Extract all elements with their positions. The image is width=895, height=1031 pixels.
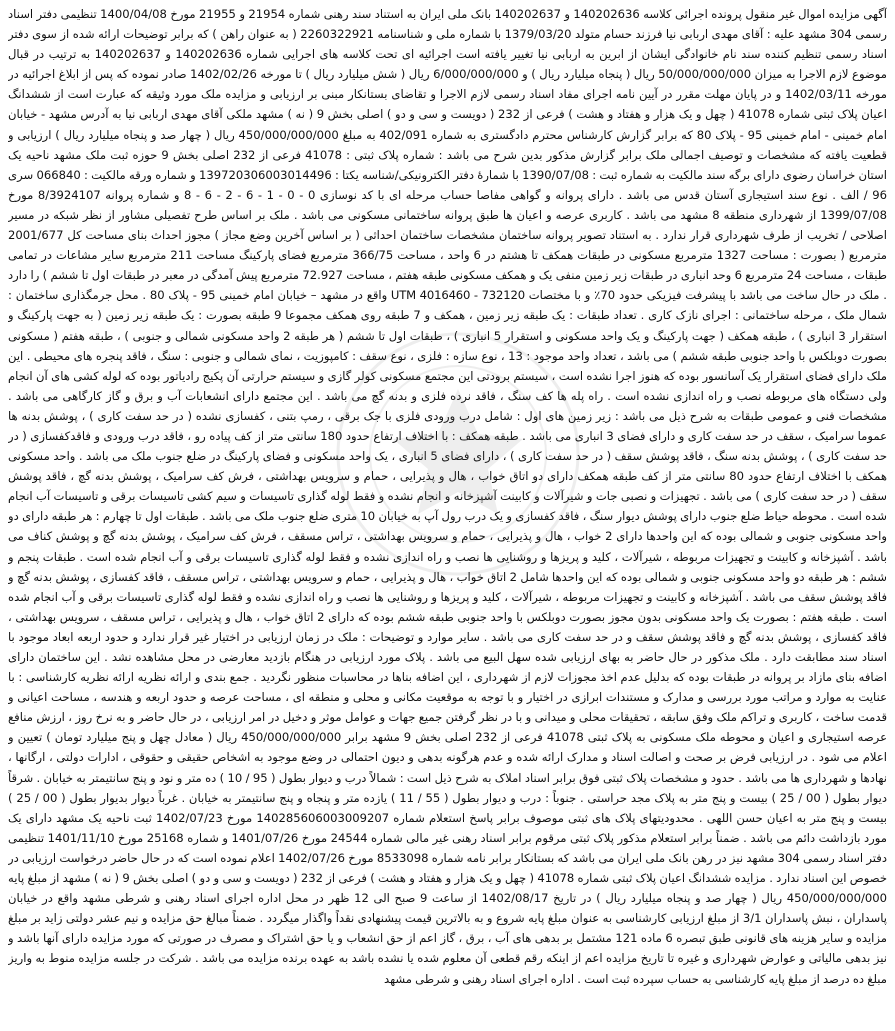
auction-notice-document [8, 4, 887, 1026]
notice-body-text: آگهی مزایده اموال غیر منقول پرونده اجرائی کلاسه 140202636 و 140202637 بانک ملی ایران به استناد سند رهنی شماره 21954 و 21955 مورخ 1400/04/08 تنظیمی دفتر اسناد رسمی 304 مشهد علیه : آقای مهدی اربابی نیا فرزند حسام متولد 1379/03/20 با شماره ملی و شناسنامه 2260322921 ( به عنوان راهن ) که برابر توضیحات ارائه شده از سوی دفتر اسناد رسمی تنظیم کننده سند نام خانوادگی ایشان از ابرین به اربابی نیا تغییر یافته است اجرائیه ای تحت کلاسه های اجرایی شماره 140202636 و 140202637 به ترتیب در قبال موضوع لازم الاجرا به میزان 50/000/000/000 ریال ( پنجاه میلیارد ریال ) و 6/000/000/000 ریال ( شش میلیارد ریال ) تا مورخه 1402/02/26 صادر نموده که پس از ابلاغ اجرائیه در مورخه 1402/03/11 و در پایان مهلت مقرر در آیین نامه اجرای مفاد اسناد رسمی لازم الاجرا و تقاضای بستانکار مبنی بر ارزیابی و مزایده ملک مورد وثیقه که عبارت است از ششدانگ اعیان پلاک ثبتی شماره 41078 ( چهل و یک هزار و هفتاد و هشت ) فرعی از 232 ( دویست و سی و دو ) اصلی بخش 9 ( نه ) مشهد ملکی آقای مهدی اربابی نیا به آدرس مشهد - خیابان امام خمینی - امام خمینی 95 - پلاک 80 که برابر گزارش کارشناس محترم دادگستری به شماره 402/091 به مبلغ 450/000/000/000 ریال ( چهار صد و پنجاه میلیارد ریال ) ارزیابی و قطعیت یافته که مشخصات و توصیف اجمالی ملک برابر گزارش مذکور بدین شرح می باشد : شماره پلاک ثبتی : 41078 فرعی از 232 اصلی بخش 9 حوزه ثبت ملک مشهد ناحیه یک استان خراسان رضوی دارای برگه سند مالکیت به شماره ثبت : 1390/07/08 با شمارهٔ دفتر الکترونیکی/شناسه یکتا : 139720306003014496 و شماره ورقه مالکیت : 066840 سری 96 / الف . نوع سند استیجاری آستان قدس می باشد . دارای پروانه و گواهی مفاصا حساب مرحله ای با کد نوسازی 0 - 0 - 1 - 6 - 2 - 6 - 8 و شماره پروانه 8/3924107 مورخ 1399/07/08 از شهرداری منطقه 8 مشهد می باشد . کاربری عرصه و اعیان ها طبق پروانه ساختمانی مسکونی می باشد . ملک بر اساس طرح تفصیلی مشاور از نظر شبکه در مسیر اصلاحی / تخریب از طرف شهرداری قرار ندارد . به استناد تصویر پروانه ساختمان مشخصات ساختمان احداثی ( بر اساس آخرین وضع مجاز ) مجوز احداث بنای مساحت کل 2001/677 مترمربع ( بصورت : مساحت 1327 مترمربع مسکونی در طبقات همکف تا هشتم در 6 واحد ، مساحت 366/75 مترمربع فضای پارکینگ مساحت 211 مترمربع سایر مشاعات در تمامی طبقات ، مساحت 24 مترمربع 6 وحد انباری در طبقات زیر زمین منفی یک و همکف مسکونی طبقه هفتم ، مساحت 72.927 مترمربع پیش آمدگی در معبر در طبقات اول تا ششم ) را دارد . ملک در حال ساخت می باشد با پیشرفت فیزیکی حدود 70٪ و با مختصات UTM 4016460 - 732120 واقع در مشهد – خیابان امام خمینی 95 - پلاک 80 . محل جرمگذاری ساختمان : شمال ملک ، مرحله ساختمانی : اجرای نازک کاری . تعداد طبقات : یک طبقه زیر زمین ، همکف و 7 طبقه روی همکف مجموعا 9 طبقه بصورت : یک طبقه زیر زمین ( به جهت پارکینگ و استقرار 3 انباری ) ، طبقه همکف ( جهت پارکینگ و یک واحد مسکونی و استقرار 5 انباری ) ، طبقات اول تا ششم ( هر طبقه 2 واحد مسکونی شمالی و جنوبی ) ، طبقه هفتم ( مسکونی بصورت دوبلکس با واحد جنوبی طبقه ششم ) می باشد ، تعداد واحد موجود : 13 ، نوع سازه : فلزی ، نوع سقف : کامپوزیت ، نمای شمالی و جنوبی : سنگ ، فاقد پنجره های محیطی . این ملک دارای فضای استقرار یک آسانسور بوده که هنوز اجرا نشده است ، سیستم برودتی این مجتمع مسکونی کولر گازی و سیستم حرارتی آن پکیج رادیاتور بوده که لوله کشی های آن انجام ولی دستگاه های مربوطه نصب و راه اندازی نشده است . راه پله ها کف سنگ ، فاقد نرده فلزی و بدنه گچ می باشد . این مجتمع دارای انشعابات آب و برق و گاز کارگاهی می باشد . مشخصات فنی و عمومی طبقات به شرح ذیل می باشد : زیر زمین های اول : شامل درب ورودی فلزی با جک برقی ، رمپ بتنی ، کفسازی نشده ( در حد سفت کاری ) ، پوشش بدنه ها عموما سرامیک ، سقف در حد سفت کاری و دارای فضای 3 انباری می باشد . طبقه همکف : با اختلاف ارتفاع حدود 180 سانتی متر از کف پیاده رو ، فاقد درب ورودی و فاقدکفسازی ( در حد سفت کاری ) ، پوشش بدنه سنگ ، فاقد پوشش سقف ( در حد سفت کاری ) ، دارای فضای 5 انباری ، یک واحد مسکونی و فضای پارکینگ در ضلع جنوب ملک می باشد . واحد مسکونی همکف با اختلاف ارتفاع حدود 80 سانتی متر از کف طبقه همکف دارای دو اتاق خواب ، هال و پذیرایی ، حمام و سرویس بهداشتی ، فرش کف سرامیک ، پوشش بدنه گچ ، فاقد پوشش سقف ( در حد سفت کاری ) می باشد . تجهیزات و نصبی جات و شیرآلات و کابینت آشپزخانه و انجام نشده و فقط لوله گذاری تاسیسات و سیم کشی تاسیسات برقی و تاسیسات آب انجام شده است . محوطه حیاط ضلع جنوب دارای پوشش دیوار سنگ ، فاقد کفسازی و یک درب رول آپ به خیابان 10 متری ضلع جنوب ملک می باشد . طبقات اول تا چهارم : هر طبقه دارای دو واحد مسکونی جنوبی و شمالی بوده که این واحدها دارای 2 خواب ، هال و پذیرایی ، حمام و سرویس بهداشتی ، تراس مسقف ، فرش کف سرامیک ، پوشش بدنه گچ و پوشش کناف می باشد . آشپزخانه و کابینت و تجهیزات مربوطه ، شیرآلات ، کلید و پریزها و روشنایی ها نصب و راه اندازی نشده و فقط لوله گذاری تاسیسات برقی و آب انجام شده است . طبقات پنجم و ششم : هر طبقه دو واحد مسکونی جنوبی و شمالی بوده که این واحدها شامل 2 اتاق خواب ، هال و پذیرایی ، حمام و سرویس بهداشتی ، تراس مسقف ، فاقد کفسازی ، پوشش بدنه گچ و فاقد پوشش سقف می باشد . آشپزخانه و کابینت و تجهیزات مربوطه ، شیرآلات ، کلید و پریزها و روشنایی ها نصب و راه اندازی نشده و فقط لوله گذاری تاسیسات برقی و آب انجام شده است . طبقه هفتم : بصورت یک واحد مسکونی بدون مجوز بصورت دوبلکس با واحد جنوبی طبقه ششم بوده که دارای 2 اتاق خواب ، هال و پذیرایی ، تراس مسقف ، سرویس بهداشتی ، فاقد کفسازی ، پوشش بدنه گچ و فاقد پوشش سقف و در حد سفت کاری می باشد . سایر موارد و توضیحات : ملک در زمان ارزیابی در اختیار غیر قرار ندارد و حدود اربعه ابعاد موجود با اسناد سند مطابقت دارد . ملک مذکور در حال حاضر به بهای ارزیابی شده سهل البیع می باشد . پلاک مورد ارزیابی در هنگام بازدید معارضی در محل مشاهده نشد . این ساختمان دارای اضافه بنای مازاد بر پروانه در طبقات بوده که بدلیل عدم اخذ مجوزات لازم از شهرداری ، این اضافه بناها در محاسبات منظور نگردید . جمع بندی و ارائه نظریه ارائه نظریه کارشناسی : با عنایت به موارد و مراتب مورد بررسی و مدارک و مستندات ابرازی در اختیار و با توجه به موقعیت مکانی و محلی و منطقه ای ، مساحت عرصه و حدود اربعه و هندسه ، مساحت اعیانی و قدمت ساخت ، کاربری و تراکم ملک وفق سابقه ، تحقیقات محلی و میدانی و با در نظر گرفتن جمیع جهات و عوامل موثر و دخیل در امر ارزیابی ، در حال حاضر و به نرخ روز ، ارزش منافع عرصه استیجاری و اعیان و محوطه ملک مسکونی به پلاک ثبتی 41078 فرعی از 232 اصلی بخش 9 مشهد برابر 450/000/000/000 ریال ( معادل چهل و پنج میلیارد تومان ) تعیین و اعلام می شود . در ارزیابی فرض بر صحت و اصالت اسناد و مدارک ارائه شده و عدم هرگونه بدهی و دیون احتمالی در وضع موجود به اشخاص حقیقی و حقوقی ، ادارات دولتی ، ارگانها ، نهادها و شهرداری ها می باشد . حدود و مشخصات پلاک ثبتی فوق برابر اسناد املاک به شرح ذیل است : شمالاً درب و دیوار بطول ( 95 / 10 ) ده متر و نود و پنج سانتیمتر به خیابان . شرقاً دیوار بطول ( 00 / 25 ) بیست و پنج متر به پلاک مجد حراستی . جنوباً : درب و دیوار بطول ( 55 / 11 ) یازده متر و پنجاه و پنج سانتیمتر به خیابان . غرباً دیوار بدیوار بطول ( 00 / 25 ) بیست و پنج متر به اعیان حسن اللهی . محدودیتهای پلاک های ثبتی موصوف برابر پاسخ استعلام شماره 140285606003009207 مورخ 1402/07/23 ثبت ناحیه یک مشهد دارای یک مورد بازداشت دائم می باشد . ضمناً برابر استعلام مذکور پلاک ثبتی مرقوم برابر اسناد رهنی غیر مالی شماره 24544 مورخ 1401/07/26 و شماره 25168 مورخ 1401/11/10 تنظیمی دفتر اسناد رسمی 304 مشهد نیز در رهن بانک ملی ایران می باشد که بستانکار برابر نامه شماره 8533098 مورخ 1402/07/26 اعلام نموده است که در حال حاضر درخواست ارزیابی در خصوص این اسناد ندارد . مزایده ششدانگ اعیان پلاک ثبتی شماره 41078 ( چهل و یک هزار و هفتاد و هشت ) فرعی از 232 ( دویست و سی و دو ) اصلی بخش 9 ( نه ) مشهد از مبلغ پایه 450/000/000/000 ریال ( چهار صد و پنجاه میلیارد ریال ) در تاریخ 1402/08/17 از ساعت 9 صبح الی 12 ظهر در محل اداره اجرای اسناد رهنی و شرطی مشهد واقع در خیابان پاسداران ، نبش پاسداران 3/1 از مبلغ ارزیابی کارشناسی به عنوان مبلغ پایه شروع و به بالاترین قیمت پیشنهادی نقداً واگذار میگردد . ضمناً مبالغ حق مزایده و نیم عشر دولتی زاید بر مبلغ مزایده و سایر هزینه های قانونی طبق تبصره 6 ماده 121 مشتمل بر بدهی های آب ، برق ، گاز اعم از حق انشعاب و یا حق اشتراک و مصرف در صورتی که مورد مزایده دارای آنها باشد و نیز بدهی مالیاتی و عوارض شهرداری و غیره تا تاریخ مزایده اعم از اینکه رقم قطعی آن معلوم شده یا نشده باشد به عهده برنده مزایده می باشد . شرکت در جلسه مزایده منوط به واریز مبلغ ده درصد از مبلغ پایه کارشناسی به حساب سپرده ثبت است . اداره اجرای اسناد رهنی و شرطی مشهد [8, 7, 887, 986]
